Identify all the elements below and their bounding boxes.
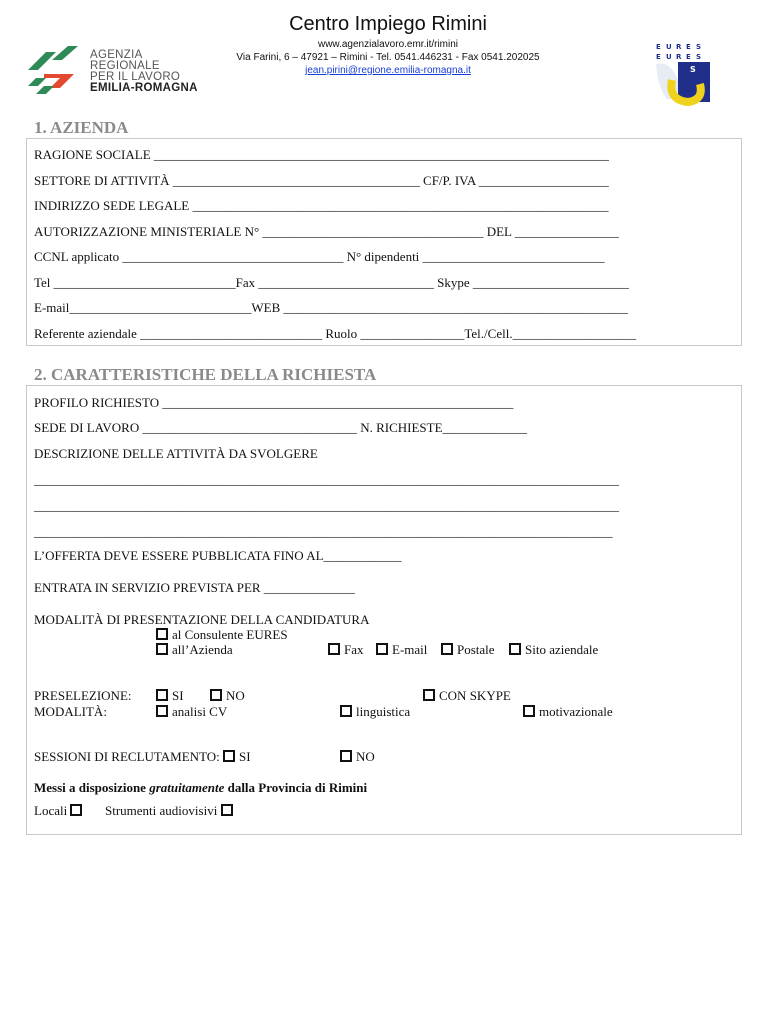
- svg-text:U: U: [666, 53, 672, 61]
- svg-text:S: S: [696, 43, 702, 51]
- option-con-skype[interactable]: CON SKYPE: [423, 688, 511, 704]
- messi-disposizione-heading: Messi a disposizione gratuitamente dalla Provincia di Rimini: [34, 780, 368, 795]
- option-locali[interactable]: Locali: [34, 803, 86, 819]
- logo-line-4: EMILIA-ROMAGNA: [90, 82, 198, 94]
- svg-text:R: R: [676, 53, 682, 61]
- svg-text:S: S: [690, 65, 696, 74]
- option-preselezione-no[interactable]: NO: [210, 688, 245, 704]
- checkbox-icon: [376, 643, 388, 655]
- descrizione-line-1[interactable]: __________________________________________________________________________________________: [34, 472, 619, 487]
- option-postale[interactable]: Postale: [441, 642, 495, 658]
- option-consulente-eures[interactable]: al Consulente EURES: [156, 627, 288, 643]
- header-address: Via Farini, 6 – 47921 – Rimini - Tel. 0541.446231 - Fax 0541.202025: [236, 52, 540, 63]
- svg-text:E: E: [656, 43, 661, 51]
- option-sito-aziendale[interactable]: Sito aziendale: [509, 642, 598, 658]
- option-motivazionale[interactable]: motivazionale: [523, 704, 613, 720]
- logo-line-3: PER IL LAVORO: [90, 71, 181, 83]
- header-block: [200, 12, 576, 77]
- agency-logo-text: [90, 50, 198, 94]
- checkbox-icon: [441, 643, 453, 655]
- header-website: www.agenzialavoro.emr.it/rimini: [317, 39, 459, 50]
- checkbox-icon: [221, 804, 233, 816]
- modalita-label: MODALITÀ:: [34, 704, 107, 719]
- svg-text:R: R: [676, 43, 682, 51]
- checkbox-icon: [340, 705, 352, 717]
- option-sessioni-no[interactable]: NO: [340, 749, 375, 765]
- field-indirizzo-sede[interactable]: INDIRIZZO SEDE LEGALE ________________________________________________________________: [34, 198, 609, 213]
- option-fax[interactable]: Fax: [328, 642, 364, 658]
- header-email-link[interactable]: jean.pirini@regione.emilia-romagna.it: [305, 65, 471, 76]
- option-sessioni-si[interactable]: SI: [223, 749, 251, 764]
- field-referente[interactable]: Referente aziendale ____________________________ Ruolo ________________Tel./Cell.___________________: [34, 326, 637, 341]
- checkbox-icon: [156, 689, 168, 701]
- svg-text:E: E: [686, 53, 691, 61]
- field-tel-fax-skype[interactable]: Tel ____________________________Fax ___________________________ Skype ________________________: [34, 275, 629, 290]
- checkbox-icon: [70, 804, 82, 816]
- field-ccnl[interactable]: CCNL applicato __________________________________ N° dipendenti ____________________________: [34, 249, 605, 264]
- svg-text:U: U: [666, 43, 672, 51]
- field-email-web[interactable]: E-mail____________________________WEB _____________________________________________________: [34, 300, 629, 315]
- modalita-presentazione-label: MODALITÀ DI PRESENTAZIONE DELLA CANDIDATURA: [34, 612, 370, 627]
- option-linguistica[interactable]: linguistica: [340, 704, 410, 720]
- checkbox-icon: [423, 689, 435, 701]
- checkbox-icon: [340, 750, 352, 762]
- svg-text:S: S: [696, 53, 702, 61]
- checkbox-icon: [509, 643, 521, 655]
- field-autorizzazione[interactable]: AUTORIZZAZIONE MINISTERIALE N° __________________________________ DEL ________________: [34, 224, 619, 239]
- option-preselezione-si[interactable]: SI: [156, 688, 184, 704]
- section-azienda-title: 1. AZIENDA: [34, 118, 129, 137]
- descrizione-line-2[interactable]: __________________________________________________________________________________________: [34, 498, 619, 513]
- checkbox-icon: [156, 628, 168, 640]
- descrizione-label: DESCRIZIONE DELLE ATTIVITÀ DA SVOLGERE: [34, 446, 318, 461]
- field-ragione-sociale[interactable]: RAGIONE SOCIALE ______________________________________________________________________: [34, 147, 609, 162]
- option-strumenti-audiovisivi[interactable]: Strumenti audiovisivi: [105, 803, 237, 819]
- checkbox-icon: [523, 705, 535, 717]
- descrizione-line-3[interactable]: _________________________________________________________________________________________: [34, 524, 613, 539]
- checkbox-icon: [210, 689, 222, 701]
- eures-logo-icon: [650, 40, 716, 106]
- option-email[interactable]: E-mail: [376, 642, 427, 658]
- section-richiesta-title: 2. CARATTERISTICHE DELLA RICHIESTA: [34, 365, 377, 384]
- checkbox-icon: [156, 643, 168, 655]
- field-entrata[interactable]: ENTRATA IN SERVIZIO PREVISTA PER ______________: [34, 580, 355, 595]
- field-sede-lavoro[interactable]: SEDE DI LAVORO _________________________________ N. RICHIESTE_____________: [34, 420, 528, 435]
- field-settore-attivita[interactable]: SETTORE DI ATTIVITÀ ______________________________________ CF/P. IVA ____________________: [34, 173, 609, 188]
- agency-logo: [24, 44, 224, 100]
- sessioni-label: SESSIONI DI RECLUTAMENTO: SI: [34, 749, 251, 764]
- logo-line-2: REGIONALE: [90, 60, 160, 72]
- checkbox-icon: [328, 643, 340, 655]
- option-analisi-cv[interactable]: analisi CV: [156, 704, 227, 720]
- field-offerta[interactable]: L’OFFERTA DEVE ESSERE PUBBLICATA FINO AL____________: [34, 548, 402, 563]
- field-profilo[interactable]: PROFILO RICHIESTO ______________________________________________________: [34, 395, 514, 410]
- checkbox-icon: [223, 750, 235, 762]
- checkbox-icon: [156, 705, 168, 717]
- agency-logo-mark-icon: [24, 44, 86, 98]
- preselezione-label: PRESELEZIONE:: [34, 688, 132, 703]
- logo-line-1: AGENZIA: [90, 49, 143, 61]
- svg-text:E: E: [686, 43, 691, 51]
- svg-text:E: E: [656, 53, 661, 61]
- page-title: Centro Impiego Rimini: [289, 13, 487, 35]
- option-azienda[interactable]: all’Azienda: [156, 642, 233, 658]
